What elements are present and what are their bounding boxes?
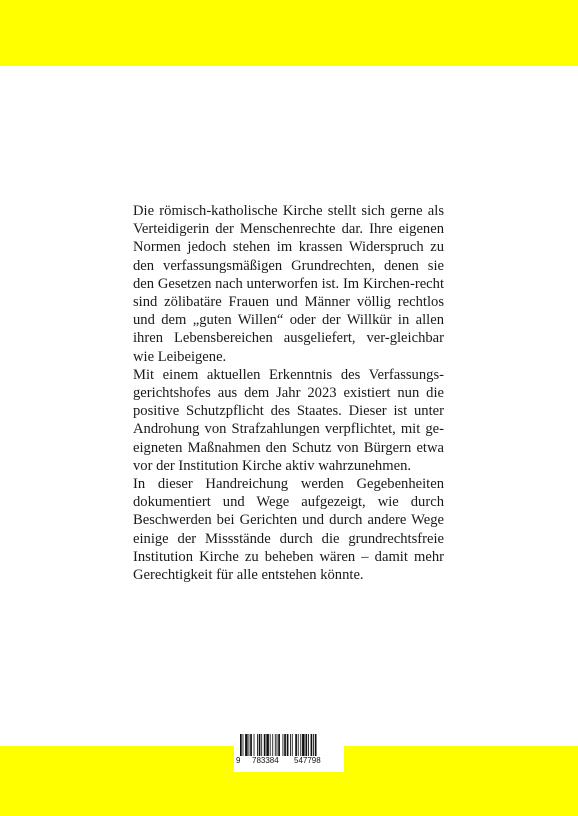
barcode-first-digit: 9 [236, 756, 241, 765]
barcode-digits [234, 756, 344, 768]
blurb-paragraph-2: Mit einem aktuellen Erkenntnis des Verfassungs-gerichtshofes aus dem Jahr 2023 existiert nun die positive Schutzpflicht des Staates. Dieser ist unter Androhung von Strafzahlungen verpflichtet, mit ge-eigneten Maßnahmen den Schutz von Bürgern etwa vor der Institution Kirche aktiv wahrzunehmen. [133, 366, 444, 474]
barcode-bars-icon [240, 734, 338, 756]
blurb-paragraph-3: In dieser Handreichung werden Gegebenheiten dokumentiert und Wege aufgezeigt, wie durch Beschwerden bei Gerichten und durch andere Wege einige der Missstände durch die grundrechtsfreie Institution Kirche zu beheben wären – damit mehr Gerechtigkeit für alle entstehen könnte. [133, 476, 444, 584]
isbn-barcode [234, 730, 344, 772]
barcode-right-group: 547798 [294, 756, 321, 765]
top-color-band [0, 0, 578, 66]
barcode-left-group: 783384 [252, 756, 279, 765]
blurb-paragraph-1: Die römisch-katholische Kirche stellt sich gerne als Verteidigerin der Menschenrechte dar. Ihre eigenen Normen jedoch stehen im krassen Widerspruch zu den verfassungsmäßigen Grundrechten, denen sie den Gesetzen nach unterworfen ist. Im Kirchen-recht sind zölibatäre Frauen und Männer völlig rechtlos und dem „guten Willen“ oder der Willkür in allen ihren Lebensbereichen ausgeliefert, ver-gleichbar wie Leibeigene. [133, 203, 444, 365]
back-cover-blurb [133, 202, 444, 584]
